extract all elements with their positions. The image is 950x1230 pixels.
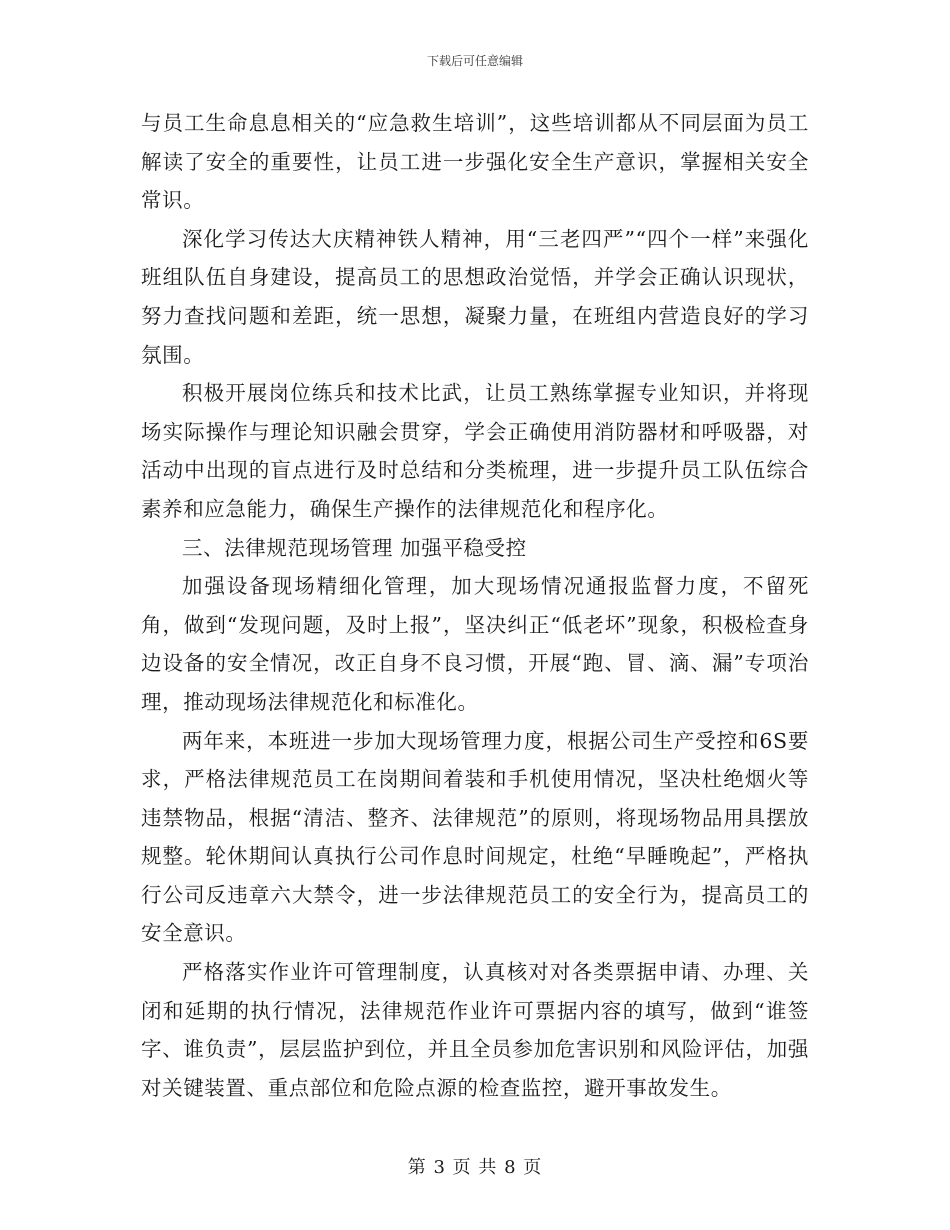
paragraph: 加强设备现场精细化管理，加大现场情况通报监督力度，不留死角，做到“发现问题，及时上报”，坚决纠正“低老坏”现象，积极检查身边设备的安全情况，改正自身不良习惯，开展“跑、冒、滴、漏”专项治理，推动现场法律规范化和标准化。	[141, 574, 809, 714]
paragraph: 严格落实作业许可管理制度，认真核对对各类票据申请、办理、关闭和延期的执行情况，法律规范作业许可票据内容的填写，做到“谁签字、谁负责”，层层监护到位，并且全员参加危害识别和风险评估，加强对关键装置、重点部位和危险点源的检查监控，避开事故发生。	[141, 960, 809, 1100]
section-heading: 三、法律规范现场管理 加强平稳受控	[182, 535, 527, 560]
paragraph: 两年来，本班进一步加大现场管理力度，根据公司生产受控和6S要求，严格法律规范员工在岗期间着装和手机使用情况，坚决杜绝烟火等违禁物品，根据“清洁、整齐、法律规范”的原则，将现场物品用具摆放规整。轮休期间认真执行公司作息时间规定，杜绝“早睡晚起”，严格执行公司反违章六大禁令，进一步法律规范员工的安全行为，提高员工的安全意识。	[141, 728, 809, 946]
page-header-note: 下载后可任意编辑	[426, 54, 523, 68]
paragraph: 积极开展岗位练兵和技术比武，让员工熟练掌握专业知识，并将现场实际操作与理论知识融会贯穿，学会正确使用消防器材和呼吸器，对活动中出现的盲点进行及时总结和分类梳理，进一步提升员工队伍综合素养和应急能力，确保生产操作的法律规范化和程序化。	[141, 381, 809, 521]
page-number: 第 3 页 共 8 页	[407, 1157, 543, 1178]
document-body	[141, 104, 809, 1107]
paragraph-continued: 与员工生命息息相关的“应急救生培训”，这些培训都从不同层面为员工解读了安全的重要性，让员工进一步强化安全生产意识，掌握相关安全常识。	[141, 111, 809, 213]
paragraph: 深化学习传达大庆精神铁人精神，用“三老四严”“四个一样”来强化班组队伍自身建设，提高员工的思想政治觉悟，并学会正确认识现状，努力查找问题和差距，统一思想，凝聚力量，在班组内营造良好的学习氛围。	[141, 226, 809, 367]
